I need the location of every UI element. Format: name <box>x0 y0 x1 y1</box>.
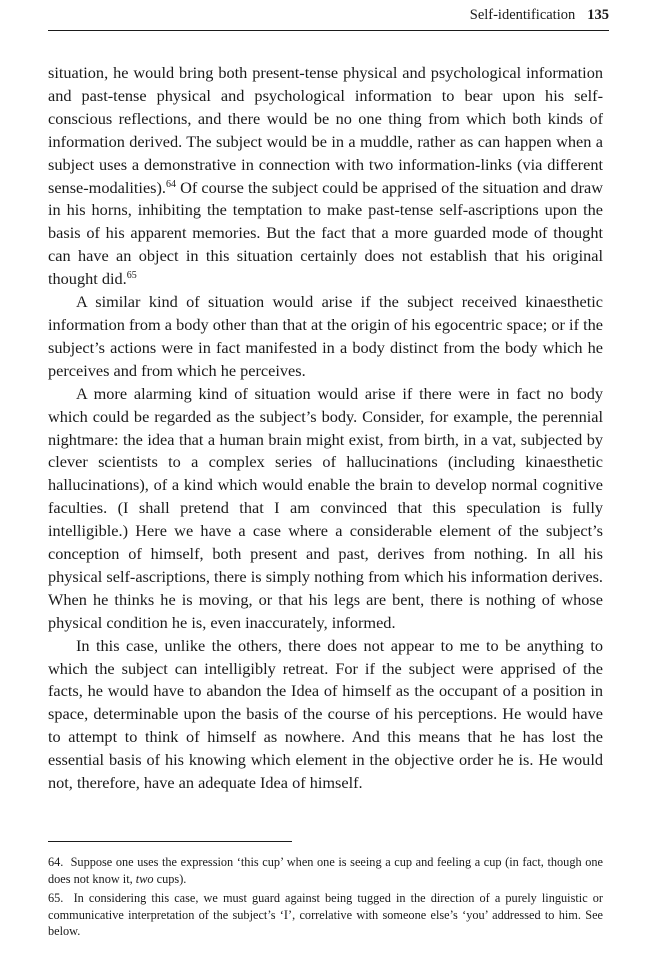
footnote-reference[interactable]: 64 <box>166 178 177 190</box>
page-number: 135 <box>587 7 609 23</box>
paragraph-text: Of course the subject could be apprised of the situation and draw in his horns, inhibiting the temptation to make past-tense self-ascriptions upon the basis of his apparent memories. But the fact that a more guarded mode of thought can have an object in this situation certainly does not establish that his original thought did. <box>48 177 603 289</box>
footnote-text: In considering this case, we must guard against being tugged in the direction of a purely linguistic or communicative interpretation of the subject’s ‘I’, correlative with someone else’s ‘you’ addressed to him. See below. <box>48 891 603 939</box>
paragraph: In this case, unlike the others, there does not appear to me to be anything to which the subject can intelligibly retreat. For if the subject were apprised of the facts, he would have to abandon the Idea of himself as the occupant of a position in space, determinable upon the basis of the course of his perceptions. He would have to attempt to think of himself as nowhere. And this means that he has lost the essential basis of his knowing which element in the objective order he is. He would not, therefore, have an adequate Idea of himself. <box>48 635 603 793</box>
header-rule <box>48 30 609 31</box>
footnote-text: Suppose one uses the expression ‘this cup’ when one is seeing a cup and feeling a cup (in fact, though one does not know it, <box>48 855 603 886</box>
running-head <box>48 5 609 25</box>
footnote-number: 65. <box>48 891 64 906</box>
paragraph: A more alarming kind of situation would arise if there were in fact no body which could be regarded as the subject’s body. Consider, for example, the perennial nightmare: the idea that a human brain might exist, from birth, in a vat, subjected by clever scientists to a complex series of hallucinations (including kinaesthetic hallucinations), of a kind which would enable the brain to develop normal cognitive faculties. (I shall pretend that I am convinced that this speculation is fully intelligible.) Here we have a case where a considerable element of the subject’s conception of himself, both present and past, derives from nothing. In all his physical self-ascriptions, there is simply nothing from which his information derives. When he thinks he is moving, or that his legs are bent, there is nothing of whose physical condition he is, even inaccurately, informed. <box>48 383 603 632</box>
footnote-reference[interactable]: 65 <box>126 270 137 282</box>
paragraph-text: situation, he would bring both present-tense physical and psychological information and past-tense physical and psychological information to bear upon his self-conscious reflections, and there would be no one thing from which both kinds of information derived. The subject would be in a muddle, rather as can happen when a subject uses a demonstrative in connection with two information-links (via different sense-modalities). <box>48 63 603 197</box>
footnotes <box>48 854 603 943</box>
footnote-number: 64. <box>48 855 64 869</box>
footnote-rule <box>48 841 292 842</box>
footnote-emphasis: two <box>135 871 154 886</box>
running-title: Self-identification <box>469 7 576 23</box>
body-text <box>48 62 603 795</box>
footnote <box>48 890 603 940</box>
paragraph: A similar kind of situation would arise if the subject received kinaesthetic information from a body other than that at the origin of his egocentric space; or if the subject’s actions were in fact manifested in a body distinct from the body which he perceives and from which he perceives. <box>48 292 603 380</box>
footnote-text: cups). <box>153 871 187 886</box>
paragraph <box>48 62 603 291</box>
footnote <box>48 854 603 887</box>
